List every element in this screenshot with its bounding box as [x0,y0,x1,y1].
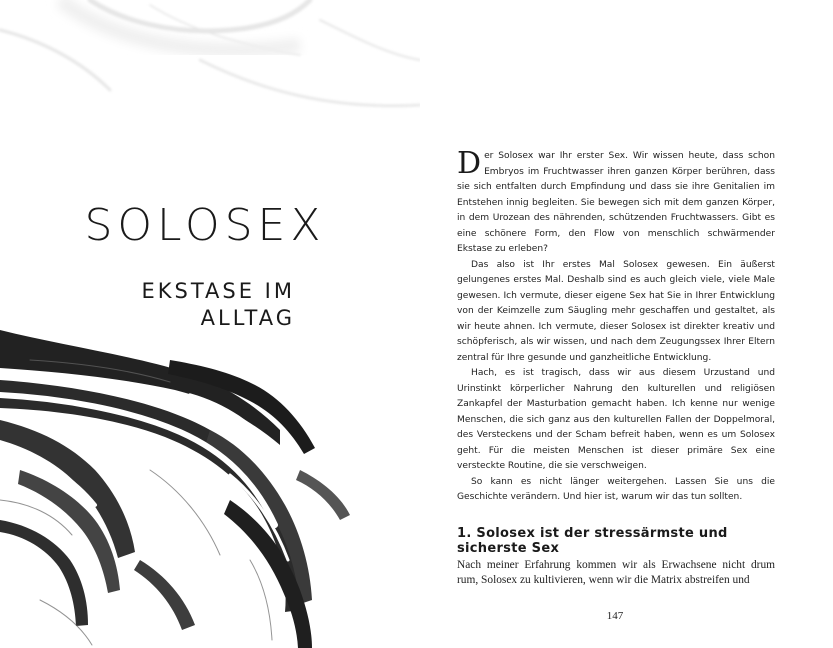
paragraph-4: So kann es nicht länger weitergehen. Lassen Sie uns die Geschichte verändern. Und hier ist, warum wir das tun sollten. [457,476,775,502]
paragraph-2: Das also ist Ihr erstes Mal Solosex gewesen. Ein äußerst gelungenes erstes Mal. Deshalb sind es auch gleich viele, viele Male gewesen. Ich vermute, dieser eigene Sex hat Sie in Ihrer Entwicklung von der Keimzelle zum Säugling mehr geschaffen und gestaltet, als wir heute ahnen. Ich vermute, dieser Solosex ist direkter kreativ und schöpferisch, als wir wissen, und nach dem Zeugungssex Ihrer Eltern zentral für Ihre gesunde und ganzheitliche Entwicklung. [457,259,775,363]
paragraph-1-text: er Solosex war Ihr erster Sex. Wir wissen heute, dass schon Embryos im Fruchtwasser ihren ganzen Körper berühren, dass sie sich entfalten durch Empfindung und dass sie ihre Genitalien im Entstehen innig begleiten. Sie bewegen sich mit dem ganzen Körper, in dem Urozean des nährenden, schützenden Fruchtwassers. Gibt es eine schönere Form, den Flow von menschlich schwärmender Ekstase zu erleben? [457,151,775,254]
chapter-subtitle-line1: EKSTASE IM [141,279,295,303]
paragraph-3: Hach, es ist tragisch, dass wir aus diesem Urzustand und Urinstinkt körperlicher Nahrung den kulturellen und religiösen Zankapfel der Masturbation gemacht haben. Ich kenne nur wenige Menschen, die sich ganz aus den kulturellen Fallen der Doppelmoral, des Versteckens und der Scham befreit haben, wenn es um Solosex geht. Für die meisten Menschen ist dieser primäre Sex eine versteckte Routine, die sie verschweigen. [457,368,775,471]
paragraph-1 [457,146,775,258]
paragraph-5: Nach meiner Erfahrung kommen wir als Erwachsene nicht drum rum, Solosex zu kultivieren, wenn wir die Matrix abstreifen und [457,558,775,587]
chapter-subtitle-line2: ALLTAG [200,306,295,330]
chapter-subtitle [95,278,295,332]
section-heading: 1. Solosex ist der stressärmste und sicherste Sex [457,525,728,556]
page-number: 147 [606,610,624,622]
drop-cap: D [457,146,482,181]
chapter-title: SOLOSEX [84,200,326,251]
right-page-text [457,146,775,589]
